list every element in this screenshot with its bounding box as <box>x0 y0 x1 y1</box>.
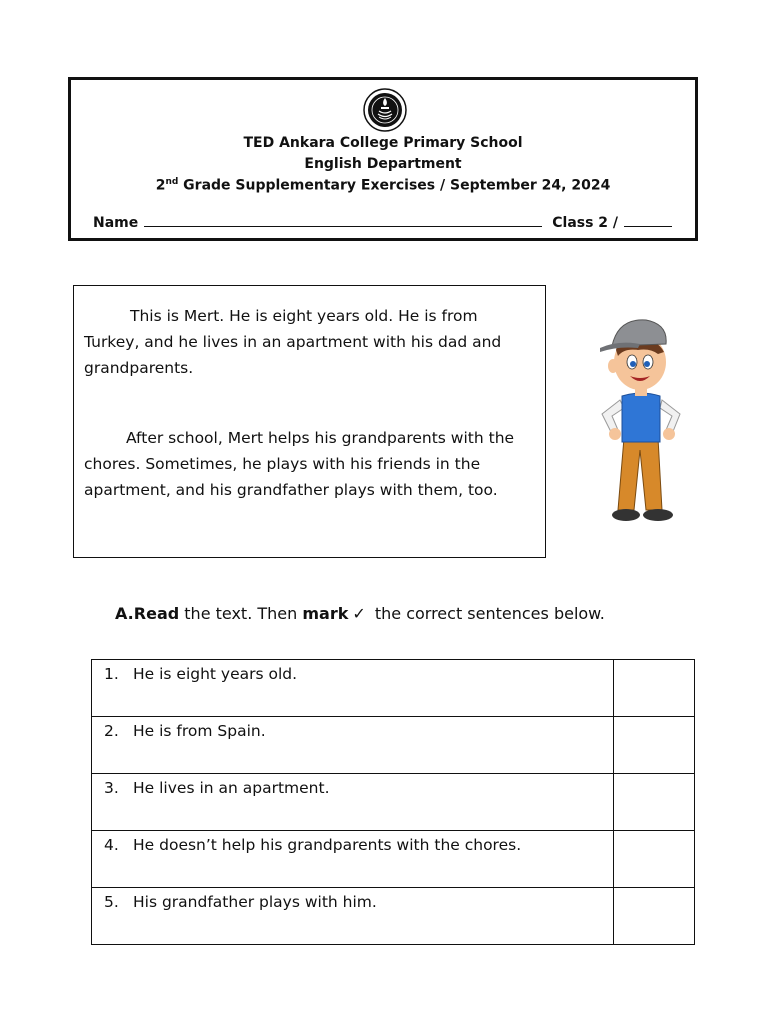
boy-illustration <box>588 310 698 530</box>
sentence-table <box>91 659 695 945</box>
school-logo-icon <box>363 88 407 132</box>
reading-passage <box>73 285 546 558</box>
sentence-cell: 4. He doesn’t help his grandparents with the chores. <box>92 831 614 888</box>
class-field[interactable] <box>624 226 672 227</box>
check-box-cell[interactable] <box>614 774 695 831</box>
check-box-cell[interactable] <box>614 831 695 888</box>
exercise-instruction: A.Read the text. Then mark ✓ the correct sentences below. <box>115 604 605 623</box>
sentence-cell: 5. His grandfather plays with him. <box>92 888 614 945</box>
name-field[interactable] <box>144 226 542 227</box>
check-box-cell[interactable] <box>614 717 695 774</box>
sentence-cell: 2. He is from Spain. <box>92 717 614 774</box>
paragraph: After school, Mert helps his grandparents with the chores. Sometimes, he plays with his friends in the apartment, and his grandfather plays with them, too. <box>84 429 515 499</box>
table-row <box>92 717 695 774</box>
department-name: English Department <box>304 156 462 172</box>
check-mark-icon: ✓ <box>352 604 366 623</box>
sentence-cell: 3. He lives in an apartment. <box>92 774 614 831</box>
table-row <box>92 888 695 945</box>
class-label: Class 2 / <box>552 215 619 231</box>
table-row <box>92 660 695 717</box>
name-class-row <box>93 215 672 231</box>
table-row <box>92 774 695 831</box>
worksheet-header <box>68 77 698 241</box>
check-box-cell[interactable] <box>614 660 695 717</box>
sentence-cell: 1. He is eight years old. <box>92 660 614 717</box>
name-label: Name <box>93 215 139 231</box>
paragraph: This is Mert. He is eight years old. He is from Turkey, and he lives in an apartment with his dad and grandparents. <box>84 307 502 377</box>
check-box-cell[interactable] <box>614 888 695 945</box>
table-row <box>92 831 695 888</box>
worksheet-title: 2nd Grade Supplementary Exercises / September 24, 2024 <box>155 177 611 194</box>
school-name: TED Ankara College Primary School <box>243 135 523 151</box>
